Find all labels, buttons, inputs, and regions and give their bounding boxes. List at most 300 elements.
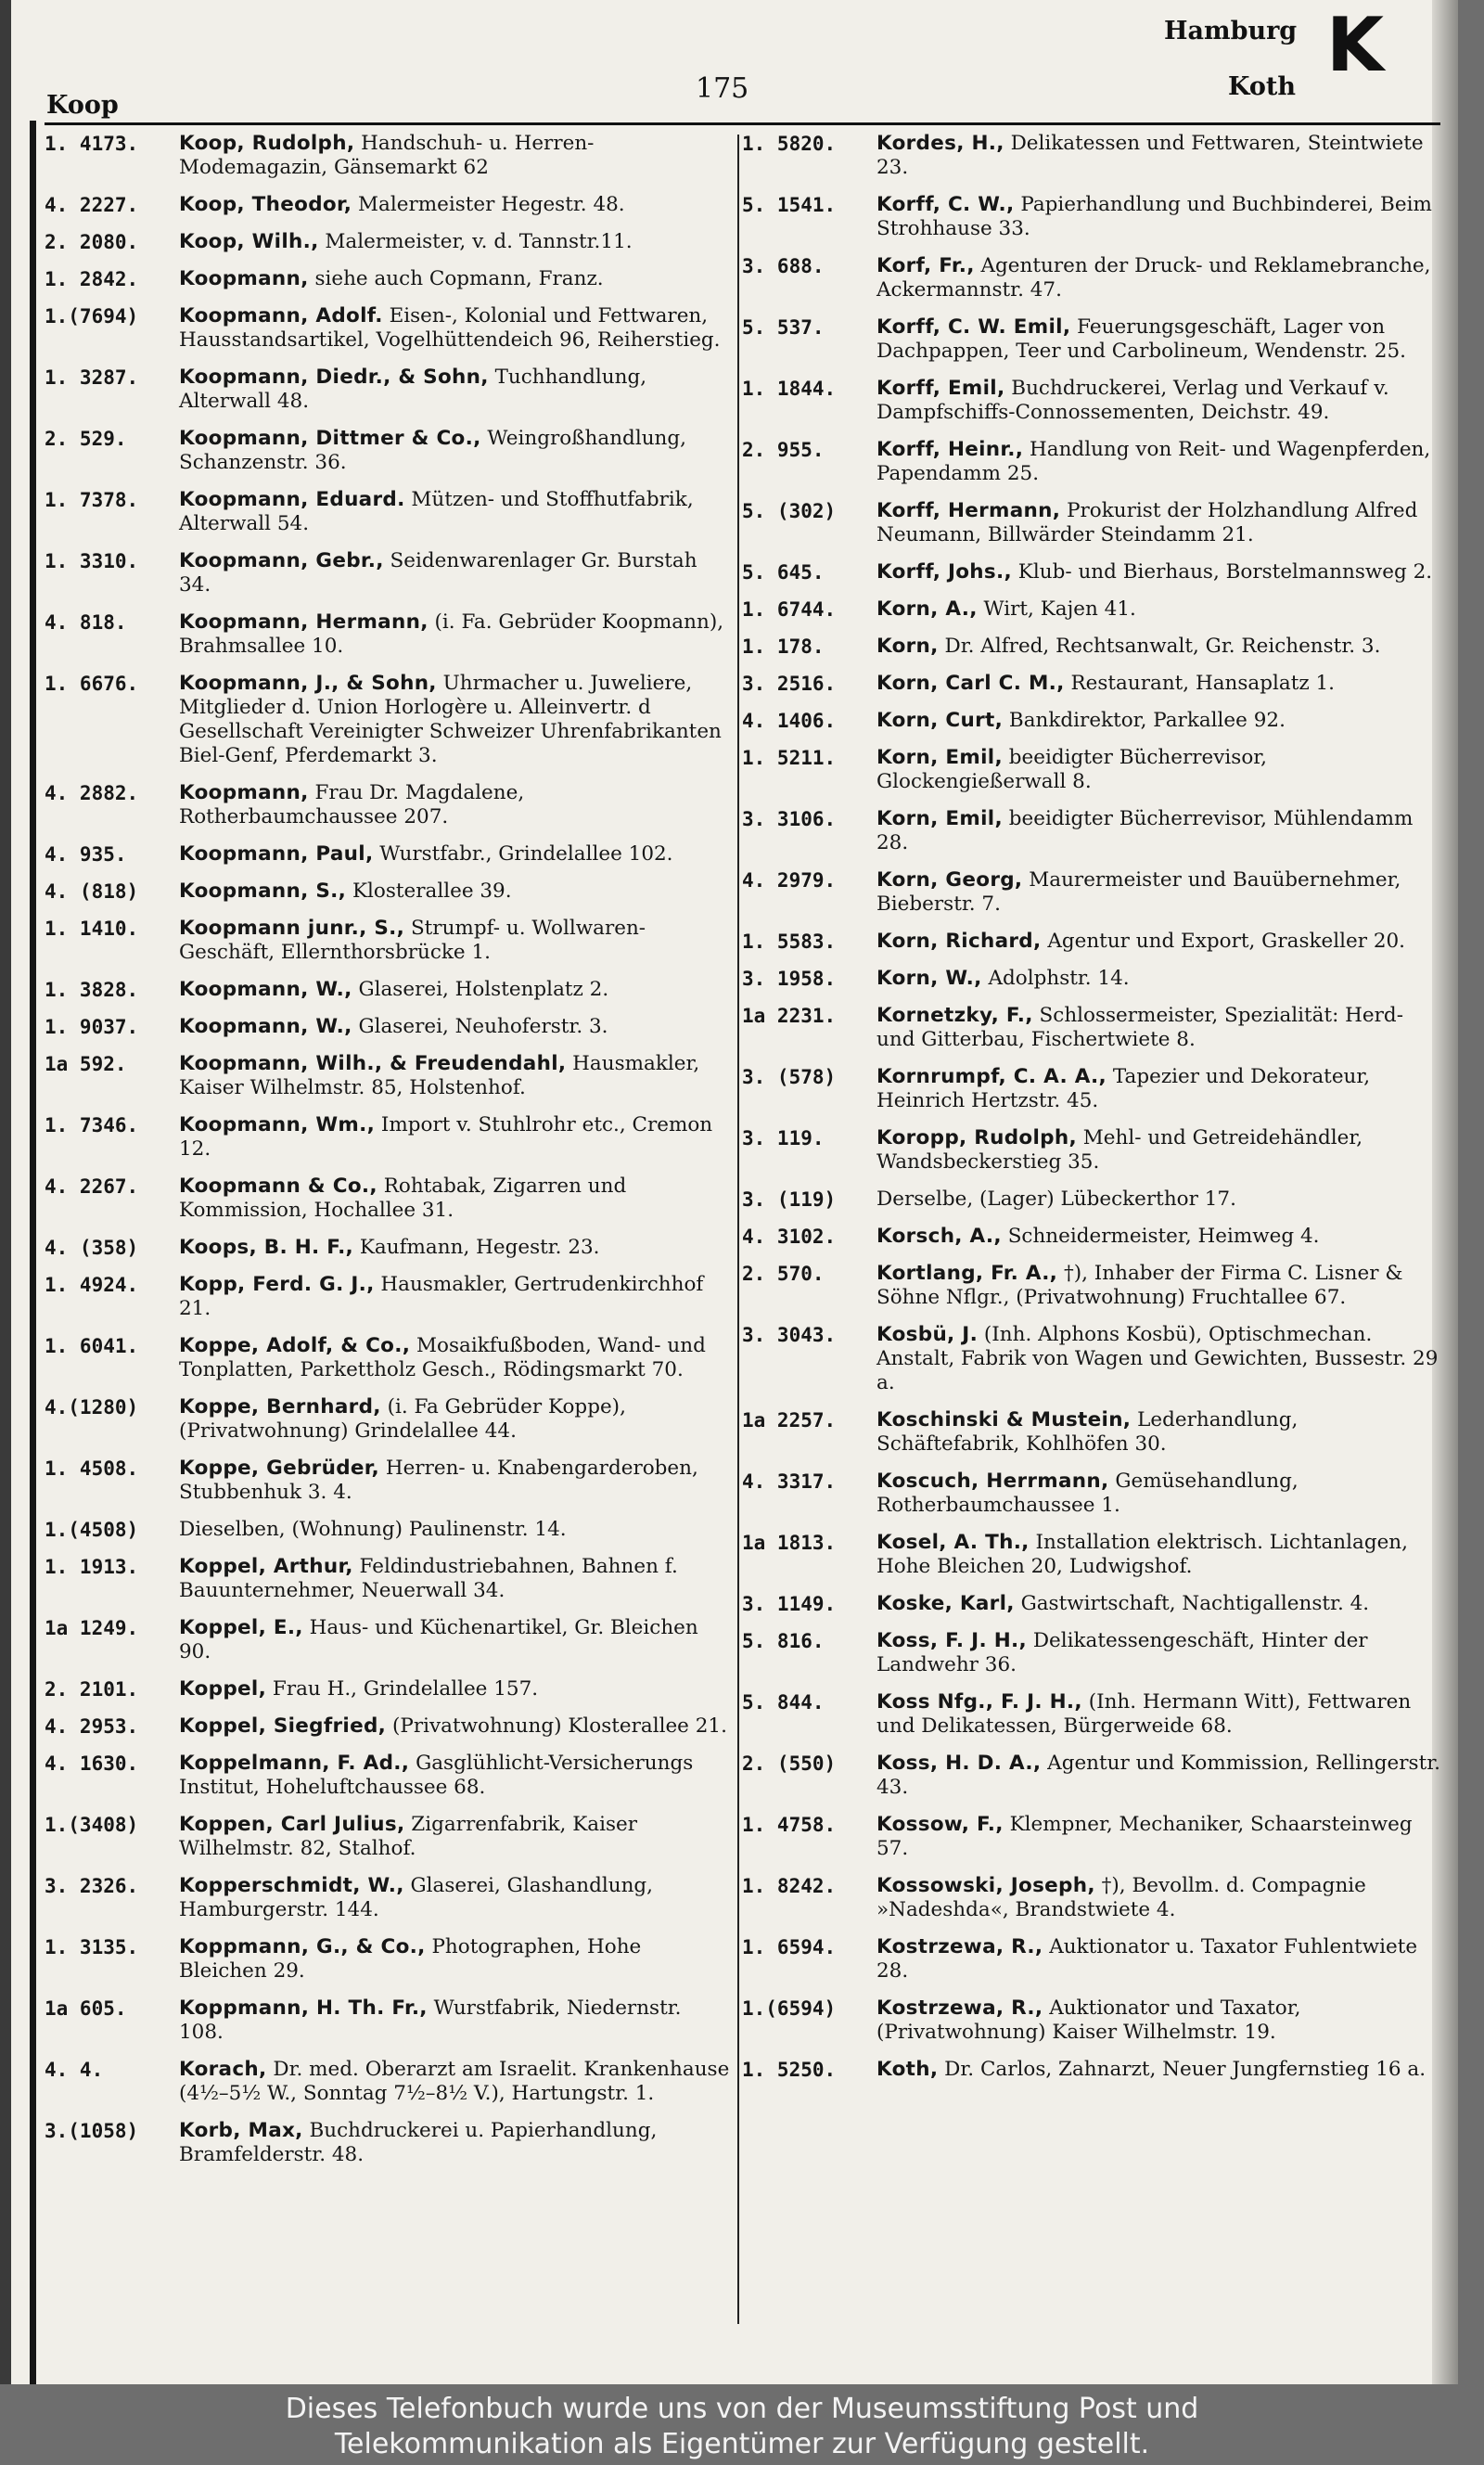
directory-entry bbox=[45, 781, 731, 829]
subscriber-details: Dieselben, (Wohnung) Paulinenstr. 14. bbox=[179, 1518, 567, 1541]
phone-number: 3. 1958. bbox=[742, 968, 837, 990]
phone-number: 4. 1406. bbox=[742, 710, 837, 732]
directory-entry bbox=[742, 1188, 1447, 1212]
subscriber-details: (Privatwohnung) Klosterallee 21. bbox=[391, 1714, 727, 1738]
phone-number: 2. 570. bbox=[742, 1263, 825, 1285]
directory-entry bbox=[742, 597, 1447, 622]
directory-entry bbox=[45, 193, 731, 217]
phone-number: 5. 844. bbox=[742, 1691, 825, 1714]
subscriber-name: Korn, Georg, bbox=[876, 868, 1023, 892]
phone-number: 3. 119. bbox=[742, 1127, 825, 1149]
phone-number: 1. 5820. bbox=[742, 133, 837, 155]
phone-number: 2. 529. bbox=[45, 428, 127, 450]
subscriber-details: Glaserei, Neuhoferstr. 3. bbox=[358, 1015, 608, 1038]
subscriber-details: Feldindustriebahnen, Bahnen f. Bauunternehmer, Neuerwall 34. bbox=[179, 1555, 678, 1602]
subscriber-details: Haus- und Küchenartikel, Gr. Bleichen 90. bbox=[179, 1616, 698, 1663]
subscriber-name: Koss, H. D. A., bbox=[876, 1752, 1042, 1775]
directory-entry bbox=[742, 193, 1447, 241]
directory-entry bbox=[45, 1714, 731, 1739]
directory-entry bbox=[742, 930, 1447, 954]
directory-entry bbox=[742, 1690, 1447, 1739]
phone-number: 1a 605. bbox=[45, 1997, 127, 2020]
left-column bbox=[45, 132, 731, 2180]
phone-number: 1. 8242. bbox=[742, 1875, 837, 1897]
directory-entry bbox=[45, 1334, 731, 1382]
phone-number: 1.(6594) bbox=[742, 1997, 837, 2020]
directory-entry bbox=[45, 1395, 731, 1444]
subscriber-details: Rohtabak, Zigarren und Kommission, Hochallee 31. bbox=[179, 1175, 627, 1222]
directory-entry bbox=[45, 1457, 731, 1505]
subscriber-details: Gemüsehandlung, Rotherbaumchaussee 1. bbox=[876, 1470, 1298, 1517]
directory-entry bbox=[45, 978, 731, 1002]
subscriber-details: Strumpf- u. Wollwaren-Geschäft, Ellernthorsbrücke 1. bbox=[179, 917, 646, 964]
phone-number: 1. 1844. bbox=[742, 378, 837, 400]
subscriber-name: Koropp, Rudolph, bbox=[876, 1126, 1077, 1149]
directory-entry bbox=[742, 377, 1447, 425]
subscriber-details: Gastwirtschaft, Nachtigallenstr. 4. bbox=[1020, 1592, 1370, 1615]
phone-number: 1. 6676. bbox=[45, 673, 139, 695]
phone-number: 4. (818) bbox=[45, 880, 139, 903]
subscriber-name: Koopmann, Wilh., & Freudendahl, bbox=[179, 1052, 567, 1075]
directory-page bbox=[11, 0, 1458, 2384]
phone-number: 1. 6594. bbox=[742, 1936, 837, 1958]
subscriber-details: Agentur und Export, Graskeller 20. bbox=[1047, 930, 1406, 953]
subscriber-details: Feuerungsgeschäft, Lager von Dachpappen, Teer und Carbolineum, Wendenstr. 25. bbox=[876, 315, 1406, 363]
directory-entry bbox=[742, 1004, 1447, 1052]
directory-entry bbox=[742, 254, 1447, 302]
scan-shadow bbox=[0, 0, 11, 2384]
subscriber-name: Koppel, Arthur, bbox=[179, 1555, 353, 1578]
directory-entry bbox=[742, 1935, 1447, 1984]
subscriber-details: Agentur und Kommission, Rellingerstr. 43. bbox=[876, 1752, 1440, 1799]
directory-entry bbox=[742, 1531, 1447, 1579]
phone-number: 1a 1249. bbox=[45, 1617, 139, 1639]
subscriber-name: Koopmann, bbox=[179, 781, 309, 804]
subscriber-name: Korff, C. W. Emil, bbox=[876, 315, 1071, 339]
subscriber-details: Restaurant, Hansaplatz 1. bbox=[1070, 672, 1336, 695]
phone-number: 3.(1058) bbox=[45, 2120, 139, 2142]
subscriber-details: Dr. Alfred, Rechtsanwalt, Gr. Reichenstr. 3. bbox=[944, 635, 1381, 658]
subscriber-name: Korn, Emil, bbox=[876, 807, 1003, 830]
subscriber-details: (Inh. Alphons Kosbü), Optischmechan. Anstalt, Fabrik von Wagen und Gewichten, Bussestr. 29 a. bbox=[876, 1323, 1439, 1394]
phone-number: 4.(1280) bbox=[45, 1396, 139, 1419]
subscriber-name: Kosbü, J. bbox=[876, 1323, 979, 1346]
phone-number: 1. 178. bbox=[742, 636, 825, 658]
subscriber-name: Koppmann, H. Th. Fr., bbox=[179, 1996, 428, 2020]
phone-number: 4. (358) bbox=[45, 1237, 139, 1259]
right-column bbox=[742, 132, 1447, 2095]
phone-number: 1a 2231. bbox=[742, 1005, 837, 1027]
directory-entry bbox=[45, 672, 731, 768]
subscriber-details: †), Bevollm. d. Compagnie »Nadeshda«, Brandstwiete 4. bbox=[876, 1874, 1366, 1921]
subscriber-name: Kornrumpf, C. A. A., bbox=[876, 1065, 1107, 1088]
phone-number: 2. 2080. bbox=[45, 231, 139, 253]
phone-number: 2. 2101. bbox=[45, 1678, 139, 1701]
directory-entry bbox=[45, 1015, 731, 1039]
subscriber-details: Auktionator und Taxator, (Privatwohnung) Kaiser Wilhelmstr. 19. bbox=[876, 1996, 1301, 2044]
subscriber-name: Kossowski, Joseph, bbox=[876, 1874, 1095, 1897]
subscriber-details: beeidigter Bücherrevisor, Mühlendamm 28. bbox=[876, 807, 1414, 854]
subscriber-name: Korb, Max, bbox=[179, 2119, 303, 2142]
directory-entry bbox=[45, 1236, 731, 1260]
subscriber-name: Koss Nfg., F. J. H., bbox=[876, 1690, 1082, 1714]
phone-number: 1. 4924. bbox=[45, 1274, 139, 1296]
directory-entry bbox=[45, 1935, 731, 1984]
phone-number: 5. (302) bbox=[742, 500, 837, 522]
subscriber-details: Buchdruckerei u. Papierhandlung, Bramfelderstr. 48. bbox=[179, 2119, 658, 2166]
header-rule bbox=[45, 122, 1440, 125]
directory-entry bbox=[45, 1616, 731, 1664]
subscriber-name: Koscuch, Herrmann, bbox=[876, 1470, 1109, 1493]
directory-entry bbox=[45, 1555, 731, 1603]
directory-entry bbox=[45, 427, 731, 475]
subscriber-name: Kortlang, Fr. A., bbox=[876, 1262, 1058, 1285]
subscriber-name: Korn, bbox=[876, 635, 939, 658]
subscriber-details: Auktionator u. Taxator Fuhlentwiete 28. bbox=[876, 1935, 1418, 1983]
subscriber-name: Koschinski & Mustein, bbox=[876, 1408, 1132, 1431]
directory-entry bbox=[742, 1874, 1447, 1922]
directory-entry bbox=[742, 1065, 1447, 1113]
subscriber-name: Korff, Hermann, bbox=[876, 499, 1061, 522]
subscriber-details: Dr. Carlos, Zahnarzt, Neuer Jungfernstieg 16 a. bbox=[944, 2058, 1426, 2081]
subscriber-name: Koppe, Bernhard, bbox=[179, 1395, 381, 1419]
subscriber-name: Koppel, bbox=[179, 1677, 267, 1701]
phone-number: 1a 2257. bbox=[742, 1409, 837, 1431]
subscriber-name: Koops, B. H. F., bbox=[179, 1236, 354, 1259]
directory-entry bbox=[45, 1874, 731, 1922]
footer-notice bbox=[0, 2386, 1484, 2465]
directory-entry bbox=[45, 267, 731, 291]
phone-number: 3. (119) bbox=[742, 1188, 837, 1211]
phone-number: 4. 935. bbox=[45, 843, 127, 866]
subscriber-name: Korf, Fr., bbox=[876, 254, 975, 277]
directory-entry bbox=[45, 1813, 731, 1861]
directory-entry bbox=[45, 1752, 731, 1800]
page-number: 175 bbox=[696, 72, 749, 105]
directory-entry bbox=[742, 709, 1447, 733]
subscriber-details: †), Inhaber der Firma C. Lisner & Söhne Nflgr., (Privatwohnung) Fruchtallee 67. bbox=[876, 1262, 1403, 1309]
subscriber-name: Koopmann, bbox=[179, 267, 309, 290]
directory-entry bbox=[742, 807, 1447, 855]
subscriber-name: Koopmann, J., & Sohn, bbox=[179, 672, 437, 695]
subscriber-details: Eisen-, Kolonial und Fettwaren, Hausstandsartikel, Vogelhüttendeich 96, Reiherstieg. bbox=[179, 304, 721, 352]
phone-number: 3. 3043. bbox=[742, 1324, 837, 1346]
subscriber-name: Korn, A., bbox=[876, 597, 978, 621]
phone-number: 4. 818. bbox=[45, 611, 127, 634]
subscriber-details: Hausmakler, Kaiser Wilhelmstr. 85, Holstenhof. bbox=[179, 1052, 700, 1099]
subscriber-details: Mosaikfußboden, Wand- und Tonplatten, Parkettholz Gesch., Rödingsmarkt 70. bbox=[179, 1334, 706, 1381]
footer-line-2: Telekommunikation als Eigentümer zur Verfügung gestellt. bbox=[334, 2428, 1150, 2460]
subscriber-details: Schneidermeister, Heimweg 4. bbox=[1007, 1225, 1320, 1248]
subscriber-details: Handlung von Reit- und Wagenpferden, Papendamm 25. bbox=[876, 438, 1431, 485]
subscriber-details: Maurermeister und Bauübernehmer, Bieberstr. 7. bbox=[876, 868, 1401, 916]
subscriber-name: Korn, Carl C. M., bbox=[876, 672, 1065, 695]
subscriber-details: Tuchhandlung, Alterwall 48. bbox=[179, 366, 647, 413]
subscriber-name: Korn, Curt, bbox=[876, 709, 1004, 732]
directory-entry bbox=[45, 1273, 731, 1321]
directory-entry bbox=[742, 1408, 1447, 1457]
header-city: Hamburg bbox=[1164, 17, 1298, 45]
phone-number: 1. 5583. bbox=[742, 931, 837, 953]
subscriber-details: (Inh. Hermann Witt), Fettwaren und Delikatessen, Bürgerweide 68. bbox=[876, 1690, 1412, 1738]
subscriber-details: Malermeister, v. d. Tannstr.11. bbox=[325, 230, 633, 253]
phone-number: 1. 1410. bbox=[45, 918, 139, 940]
subscriber-details: beeidigter Bücherrevisor, Glockengießerwall 8. bbox=[876, 746, 1268, 793]
directory-entry bbox=[742, 672, 1447, 696]
subscriber-details: Klempner, Mechaniker, Schaarsteinweg 57. bbox=[876, 1813, 1413, 1860]
directory-entry bbox=[742, 560, 1447, 584]
directory-entry bbox=[742, 1323, 1447, 1395]
subscriber-details: Klub- und Bierhaus, Borstelmannsweg 2. bbox=[1017, 560, 1433, 584]
directory-entry bbox=[742, 315, 1447, 364]
directory-entry bbox=[45, 1052, 731, 1100]
phone-number: 1. 5211. bbox=[742, 747, 837, 769]
subscriber-details: Uhrmacher u. Juweliere, Mitglieder d. Union Horlogère u. Alleinvertr. d Gesellschaft Vereinigter Schweizer Uhrenfabrikanten Biel-Genf, Pferdemarkt 3. bbox=[179, 672, 722, 767]
phone-number: 1. 3135. bbox=[45, 1936, 139, 1958]
phone-number: 5. 537. bbox=[742, 316, 825, 339]
subscriber-name: Koopmann, W., bbox=[179, 978, 352, 1001]
subscriber-details: Kaufmann, Hegestr. 23. bbox=[359, 1236, 600, 1259]
subscriber-name: Kossow, F., bbox=[876, 1813, 1004, 1836]
directory-entry bbox=[742, 132, 1447, 180]
directory-entry bbox=[45, 2119, 731, 2167]
phone-number: 1. 4173. bbox=[45, 133, 139, 155]
phone-number: 1. 3828. bbox=[45, 979, 139, 1001]
directory-entry bbox=[742, 1752, 1447, 1800]
subscriber-details: Photographen, Hohe Bleichen 29. bbox=[179, 1935, 642, 1983]
subscriber-details: Agenturen der Druck- und Reklamebranche, Ackermannstr. 47. bbox=[876, 254, 1431, 302]
phone-number: 3. 3106. bbox=[742, 808, 837, 830]
phone-number: 4. 3102. bbox=[742, 1226, 837, 1248]
directory-entry bbox=[742, 1470, 1447, 1518]
phone-number: 3. (578) bbox=[742, 1066, 837, 1088]
subscriber-details: Installation elektrisch. Lichtanlagen, Hohe Bleichen 20, Ludwigshof. bbox=[876, 1531, 1408, 1578]
directory-entry bbox=[742, 746, 1447, 794]
subscriber-details: Weingroßhandlung, Schanzenstr. 36. bbox=[179, 427, 686, 474]
subscriber-details: Zigarrenfabrik, Kaiser Wilhelmstr. 82, Stalhof. bbox=[179, 1813, 637, 1860]
subscriber-details: Lederhandlung, Schäftefabrik, Kohlhöfen 30. bbox=[876, 1408, 1298, 1456]
subscriber-name: Korff, Emil, bbox=[876, 377, 1005, 400]
subscriber-name: Korach, bbox=[179, 2058, 267, 2081]
phone-number: 5. 645. bbox=[742, 561, 825, 584]
subscriber-details: Delikatessengeschäft, Hinter der Landwehr 36. bbox=[876, 1629, 1368, 1676]
directory-entry bbox=[742, 1225, 1447, 1249]
phone-number: 1. 6041. bbox=[45, 1335, 139, 1357]
subscriber-details: siehe auch Copmann, Franz. bbox=[314, 267, 604, 290]
subscriber-name: Koske, Karl, bbox=[876, 1592, 1015, 1615]
subscriber-name: Koppe, Gebrüder, bbox=[179, 1457, 379, 1480]
phone-number: 4. 2953. bbox=[45, 1715, 139, 1738]
directory-entry bbox=[45, 132, 731, 180]
phone-number: 3. 1149. bbox=[742, 1593, 837, 1615]
subscriber-name: Koopmann, Wm., bbox=[179, 1113, 376, 1136]
subscriber-details: Adolphstr. 14. bbox=[988, 967, 1130, 990]
directory-entry bbox=[742, 1996, 1447, 2045]
directory-entry bbox=[742, 2058, 1447, 2082]
subscriber-name: Koss, F. J. H., bbox=[876, 1629, 1027, 1652]
directory-entry bbox=[45, 1996, 731, 2045]
directory-entry bbox=[742, 967, 1447, 991]
phone-number: 5. 1541. bbox=[742, 194, 837, 216]
subscriber-name: Korff, Johs., bbox=[876, 560, 1012, 584]
phone-number: 4. 3317. bbox=[742, 1470, 837, 1493]
subscriber-name: Kopperschmidt, W., bbox=[179, 1874, 404, 1897]
subscriber-name: Koop, Wilh., bbox=[179, 230, 319, 253]
directory-entry bbox=[45, 2058, 731, 2106]
phone-number: 1. 6744. bbox=[742, 598, 837, 621]
subscriber-details: Dr. med. Oberarzt am Israelit. Krankenhause (4½–5½ W., Sonntag 7½–8½ V.), Hartungstr. 1. bbox=[179, 2058, 730, 2105]
phone-number: 1. 5250. bbox=[742, 2059, 837, 2081]
header-last-entry: Koth bbox=[1228, 72, 1296, 101]
phone-number: 1. 9037. bbox=[45, 1016, 139, 1038]
subscriber-details: Klosterallee 39. bbox=[352, 879, 512, 903]
phone-number: 1.(3408) bbox=[45, 1814, 139, 1836]
subscriber-name: Korn, Emil, bbox=[876, 746, 1003, 769]
subscriber-details: Seidenwarenlager Gr. Burstah 34. bbox=[179, 549, 697, 597]
subscriber-name: Korn, Richard, bbox=[876, 930, 1042, 953]
subscriber-name: Koopmann, Adolf. bbox=[179, 304, 383, 327]
directory-entry bbox=[45, 230, 731, 254]
directory-entry bbox=[45, 610, 731, 659]
subscriber-details: Handschuh- u. Herren- Modemagazin, Gänsemarkt 62 bbox=[179, 132, 595, 179]
directory-entry bbox=[742, 1813, 1447, 1861]
subscriber-name: Koth, bbox=[876, 2058, 939, 2081]
directory-entry bbox=[742, 1592, 1447, 1616]
subscriber-details: Bankdirektor, Parkallee 92. bbox=[1008, 709, 1286, 732]
footer-line-1: Dieses Telefonbuch wurde uns von der Museumsstiftung Post und bbox=[285, 2393, 1199, 2425]
directory-entry bbox=[45, 366, 731, 414]
subscriber-details: Malermeister Hegestr. 48. bbox=[358, 193, 625, 216]
subscriber-details: Hausmakler, Gertrudenkirchhof 21. bbox=[179, 1273, 704, 1320]
directory-entry bbox=[45, 879, 731, 904]
subscriber-details: Herren- u. Knabengarderoben, Stubbenhuk 3. 4. bbox=[179, 1457, 698, 1504]
subscriber-name: Kostrzewa, R., bbox=[876, 1996, 1043, 2020]
directory-entry bbox=[45, 1677, 731, 1701]
directory-entry bbox=[45, 1518, 731, 1542]
subscriber-name: Koop, Theodor, bbox=[179, 193, 352, 216]
subscriber-details: Derselbe, (Lager) Lübeckerthor 17. bbox=[876, 1188, 1236, 1211]
phone-number: 3. 688. bbox=[742, 255, 825, 277]
phone-number: 4. 4. bbox=[45, 2059, 104, 2081]
directory-entry bbox=[45, 1113, 731, 1162]
subscriber-name: Kosel, A. Th., bbox=[876, 1531, 1030, 1554]
subscriber-name: Kostrzewa, R., bbox=[876, 1935, 1043, 1958]
directory-entry bbox=[742, 1126, 1447, 1175]
subscriber-name: Korff, C. W., bbox=[876, 193, 1015, 216]
subscriber-details: Mehl- und Getreidehändler, Wandsbeckerstieg 35. bbox=[876, 1126, 1363, 1174]
phone-number: 1. 7346. bbox=[45, 1114, 139, 1136]
binding-edge bbox=[30, 121, 36, 2384]
phone-number: 1a 592. bbox=[45, 1053, 127, 1075]
subscriber-details: Frau Dr. Magdalene, Rotherbaumchaussee 207. bbox=[179, 781, 525, 828]
phone-number: 4. 1630. bbox=[45, 1752, 139, 1775]
subscriber-name: Kornetzky, F., bbox=[876, 1004, 1033, 1027]
subscriber-name: Koppel, E., bbox=[179, 1616, 303, 1639]
phone-number: 1. 4508. bbox=[45, 1457, 139, 1480]
subscriber-details: Buchdruckerei, Verlag und Verkauf v. Dampfschiffs-Connossementen, Deichstr. 49. bbox=[876, 377, 1389, 424]
directory-entry bbox=[45, 1175, 731, 1223]
subscriber-name: Koopmann, Hermann, bbox=[179, 610, 429, 634]
subscriber-name: Koopmann, Dittmer & Co., bbox=[179, 427, 481, 450]
phone-number: 2. (550) bbox=[742, 1752, 837, 1775]
phone-number: 1. 2842. bbox=[45, 268, 139, 290]
subscriber-details: Tapezier und Dekorateur, Heinrich Hertzstr. 45. bbox=[876, 1065, 1371, 1112]
phone-number: 1.(7694) bbox=[45, 305, 139, 327]
subscriber-name: Koppen, Carl Julius, bbox=[179, 1813, 405, 1836]
subscriber-name: Koopmann, Paul, bbox=[179, 842, 374, 866]
phone-number: 2. 955. bbox=[742, 439, 825, 461]
phone-number: 4. 2267. bbox=[45, 1175, 139, 1198]
directory-entry bbox=[45, 549, 731, 597]
phone-number: 1. 3310. bbox=[45, 550, 139, 572]
subscriber-name: Koopmann, S., bbox=[179, 879, 347, 903]
subscriber-details: Papierhandlung und Buchbinderei, Beim Strohhause 33. bbox=[876, 193, 1432, 240]
subscriber-details: Schlossermeister, Spezialität: Herd- und Gitterbau, Fischertwiete 8. bbox=[876, 1004, 1403, 1051]
directory-entry bbox=[45, 917, 731, 965]
subscriber-name: Kopp, Ferd. G. J., bbox=[179, 1273, 375, 1296]
subscriber-details: Import v. Stuhlrohr etc., Cremon 12. bbox=[179, 1113, 713, 1161]
subscriber-name: Korn, W., bbox=[876, 967, 982, 990]
subscriber-name: Koopmann junr., S., bbox=[179, 917, 405, 940]
subscriber-details: Frau H., Grindelallee 157. bbox=[272, 1677, 539, 1701]
subscriber-details: Wurstfabr., Grindelallee 102. bbox=[379, 842, 673, 866]
phone-number: 5. 816. bbox=[742, 1630, 825, 1652]
directory-entry bbox=[742, 1629, 1447, 1677]
subscriber-name: Kordes, H., bbox=[876, 132, 1004, 155]
subscriber-details: Delikatessen und Fettwaren, Steintwiete 23. bbox=[876, 132, 1424, 179]
subscriber-name: Korsch, A., bbox=[876, 1225, 1002, 1248]
subscriber-name: Koopmann, W., bbox=[179, 1015, 352, 1038]
subscriber-details: (i. Fa Gebrüder Koppe), (Privatwohnung) Grindelallee 44. bbox=[179, 1395, 626, 1443]
phone-number: 4. 2227. bbox=[45, 194, 139, 216]
phone-number: 4. 2979. bbox=[742, 869, 837, 892]
subscriber-details: Glaserei, Holstenplatz 2. bbox=[358, 978, 609, 1001]
column-divider bbox=[737, 135, 739, 2324]
directory-entry bbox=[742, 868, 1447, 917]
header-first-entry: Koop bbox=[46, 91, 119, 120]
header-letter: K bbox=[1326, 2, 1384, 88]
phone-number: 4. 2882. bbox=[45, 782, 139, 804]
subscriber-name: Koppmann, G., & Co., bbox=[179, 1935, 426, 1958]
directory-entry bbox=[45, 842, 731, 867]
subscriber-details: Glaserei, Glashandlung, Hamburgerstr. 144. bbox=[179, 1874, 654, 1921]
phone-number: 3. 2516. bbox=[742, 673, 837, 695]
subscriber-name: Koopmann, Gebr., bbox=[179, 549, 384, 572]
directory-entry bbox=[45, 488, 731, 536]
subscriber-details: Gasglühlicht-Versicherungs Institut, Hoheluftchaussee 68. bbox=[179, 1752, 694, 1799]
phone-number: 3. 2326. bbox=[45, 1875, 139, 1897]
phone-number: 1. 7378. bbox=[45, 489, 139, 511]
directory-entry bbox=[742, 499, 1447, 547]
subscriber-name: Koopmann & Co., bbox=[179, 1175, 377, 1198]
subscriber-details: Mützen- und Stoffhutfabrik, Alterwall 54. bbox=[179, 488, 694, 535]
directory-entry bbox=[742, 1262, 1447, 1310]
subscriber-name: Koop, Rudolph, bbox=[179, 132, 355, 155]
subscriber-details: (i. Fa. Gebrüder Koopmann), Brahmsallee 10. bbox=[179, 610, 724, 658]
subscriber-details: Prokurist der Holzhandlung Alfred Neumann, Billwärder Steindamm 21. bbox=[876, 499, 1418, 546]
phone-number: 1. 4758. bbox=[742, 1814, 837, 1836]
subscriber-details: Wirt, Kajen 41. bbox=[983, 597, 1136, 621]
phone-number: 1. 1913. bbox=[45, 1556, 139, 1578]
directory-entry bbox=[45, 304, 731, 353]
subscriber-name: Korff, Heinr., bbox=[876, 438, 1024, 461]
subscriber-name: Koppe, Adolf, & Co., bbox=[179, 1334, 411, 1357]
subscriber-name: Koppel, Siegfried, bbox=[179, 1714, 387, 1738]
directory-entry bbox=[742, 635, 1447, 659]
phone-number: 1.(4508) bbox=[45, 1519, 139, 1541]
phone-number: 1a 1813. bbox=[742, 1532, 837, 1554]
subscriber-details: Wurstfabrik, Niedernstr. 108. bbox=[179, 1996, 682, 2044]
